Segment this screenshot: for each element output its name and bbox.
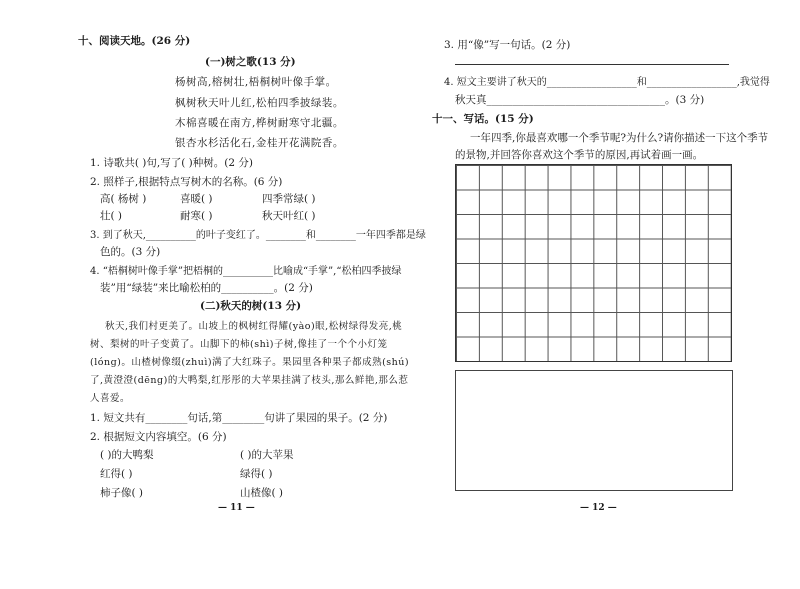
fill-blank-cell[interactable]: 绿得( ) [240,468,273,480]
page-number-right: — 12 — [580,503,617,513]
page-number-left: — 11 — [218,503,255,513]
fill-blank-cell[interactable]: ( )的大鸭梨 [100,449,154,461]
right-question-4: 4. 短文主要讲了秋天的__________________和__________________,我觉得 [444,77,770,88]
writing-prompt: 一年四季,你最喜欢哪一个季节呢?为什么?请你描述一下这个季节 [470,132,769,144]
poem-title: (一)树之歌(13 分) [205,56,296,68]
passage-line: 了,黄澄澄(dēng)的大鸭梨,红彤彤的大苹果挂满了枝头,那么鲜艳,那么惹 [90,375,409,386]
drawing-box[interactable] [455,370,733,491]
passage-line: (lóng)。山楂树像缀(zhuì)满了大红珠子。果园里各种果子都成熟(shú) [90,357,410,368]
tree-name-cell[interactable]: 壮( ) [100,210,123,222]
passage-question-2: 2. 根据短文内容填空。(6 分) [90,431,227,443]
poem-line: 银杏水杉活化石,金桂开花满院香。 [175,137,344,149]
fill-blank-cell[interactable]: 柿子像( ) [100,487,144,499]
section-eleven-title: 十一、写话。(15 分) [432,113,534,125]
passage-line: 树、梨树的叶子变黄了。山脚下的柿(shì)子树,像挂了一个个小灯笼 [90,339,388,350]
question-3-cont: 色的。(3 分) [100,246,161,258]
poem-line: 杨树高,榕树壮,梧桐树叶像手掌。 [175,76,337,88]
writing-prompt-cont: 的景物,并回答你喜欢这个季节的原因,再试着画一画。 [455,149,704,161]
question-4-cont: 装”用“绿装”来比喻松柏的__________。(2 分) [100,282,313,294]
tree-name-cell[interactable]: 高( 杨树 ) [100,193,147,205]
question-1: 1. 诗歌共( )句,写了( )种树。(2 分) [90,157,253,169]
answer-line[interactable] [455,64,729,65]
tree-name-cell[interactable]: 秋天叶红( ) [262,210,316,222]
question-2: 2. 照样子,根据特点写树木的名称。(6 分) [90,176,283,188]
passage-line: 秋天,我们村更美了。山坡上的枫树红得耀(yào)眼,松树绿得发亮,桃 [105,321,403,332]
section-ten-title: 十、阅读天地。(26 分) [78,35,191,47]
tree-name-cell[interactable]: 四季常绿( ) [262,193,316,205]
passage-title: (二)秋天的树(13 分) [200,300,302,312]
passage-question-1: 1. 短文共有________句话,第________句讲了果园的果子。(2 分) [90,412,388,424]
fill-blank-cell[interactable]: 红得( ) [100,468,133,480]
question-4: 4. “梧桐树叶像手掌”把梧桐的__________比喻成“手掌”,“松柏四季披绿 [90,266,402,277]
writing-grid[interactable] [455,164,732,362]
question-3: 3. 到了秋天,__________的叶子变红了。________和________一年四季都是绿 [90,230,426,241]
fill-blank-cell[interactable]: 山楂像( ) [240,487,284,499]
right-question-3: 3. 用“像”写一句话。(2 分) [444,39,571,51]
passage-line: 人喜爱。 [90,393,131,404]
fill-blank-cell[interactable]: ( )的大苹果 [240,449,294,461]
tree-name-cell[interactable]: 耐寒( ) [180,210,213,222]
tree-name-cell[interactable]: 喜暖( ) [180,193,213,205]
poem-line: 枫树秋天叶儿红,松柏四季披绿装。 [175,97,344,109]
poem-line: 木棉喜暖在南方,桦树耐寒守北疆。 [175,117,344,129]
right-question-4-cont: 秋天真__________________________________。(3 分) [455,94,705,106]
